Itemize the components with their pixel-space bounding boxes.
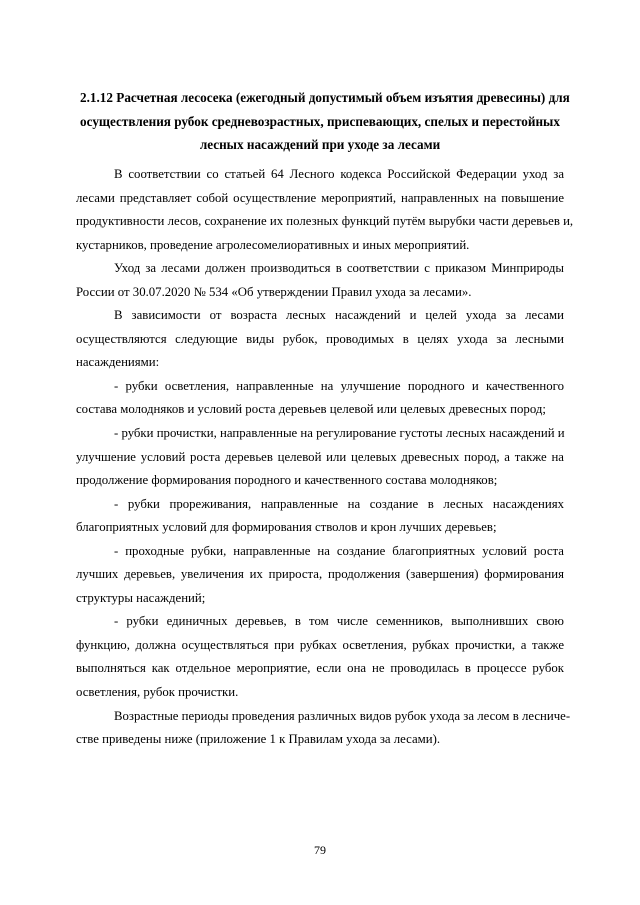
paragraph-order-reference — [76, 257, 564, 304]
text-line: лесами представляет собой осуществление мероприятий, направленных на повышение — [76, 190, 564, 205]
text-line: осуществляются следующие виды рубок, проводимых в целях ухода за лесными — [76, 331, 564, 346]
paragraph-age-periods — [76, 705, 571, 752]
heading-line: лесных насаждений при уходе за лесами — [199, 137, 441, 153]
text-line: - рубки прореживания, направленные на создание в лесных насаждениях — [114, 496, 564, 511]
text-line: состава молодняков и условий роста деревьев целевой или целевых древесных пород; — [76, 402, 546, 417]
paragraph-uhod-definition — [76, 163, 574, 257]
list-item-osvetlenie — [76, 375, 564, 422]
heading-line: осуществления рубок средневозрастных, приспевающих, спелых и перестойных — [80, 113, 560, 129]
text-line: - рубки осветления, направленные на улучшение породного и качественного — [114, 378, 564, 393]
body-text — [76, 163, 574, 752]
list-item-prokhodnye — [76, 540, 564, 611]
text-line: В зависимости от возраста лесных насаждений и целей ухода за лесами — [114, 308, 564, 323]
text-line: насаждениями: — [76, 355, 160, 370]
text-line: Возрастные периоды проведения различных видов рубок ухода за лесом в лесниче- — [114, 708, 571, 723]
text-line: России от 30.07.2020 № 534 «Об утверждении Правил ухода за лесами». — [76, 284, 472, 299]
text-line: - рубки прочистки, направленные на регулирование густоты лесных насаждений и — [114, 426, 565, 441]
text-line: продуктивности лесов, сохранение их полезных функций путём вырубки части деревьев и, — [76, 214, 574, 229]
text-line: структуры насаждений; — [76, 590, 206, 605]
text-line: функцию, должна осуществляться при рубках осветления, рубках прочистки, а также — [76, 637, 564, 652]
paragraph-cutting-types-intro — [76, 304, 564, 375]
list-item-edinichnye — [76, 610, 564, 704]
text-line: выполняться как отдельное мероприятие, если она не проводилась в процессе рубок — [76, 661, 564, 676]
text-line: - проходные рубки, направленные на создание благоприятных условий роста — [114, 543, 564, 558]
text-line: В соответствии со статьей 64 Лесного кодекса Российской Федерации уход за — [114, 167, 564, 181]
text-line: улучшение условий роста деревьев целевой или целевых древесных пород, а также на — [76, 449, 564, 464]
text-line: Уход за лесами должен производиться в соответствии с приказом Минприроды — [114, 261, 564, 276]
list-item-prochistka — [76, 422, 564, 493]
text-line: благоприятных условий для формирования стволов и крон лучших деревьев; — [76, 520, 497, 535]
text-line: - рубки единичных деревьев, в том числе семенников, выполнивших свою — [114, 614, 564, 629]
page-number: 79 — [314, 843, 326, 857]
text-line: лучших деревьев, увеличения их прироста, продолжения (завершения) формирования — [76, 567, 564, 582]
list-item-prorezhivanie — [76, 493, 564, 540]
section-heading — [80, 86, 570, 157]
text-line: стве приведены ниже (приложение 1 к Правилам ухода за лесами). — [76, 732, 441, 747]
text-line: продолжение формирования породного и качественного состава молодняков; — [76, 473, 498, 488]
heading-line: 2.1.12 Расчетная лесосека (ежегодный допустимый объем изъятия древесины) для — [80, 90, 570, 105]
text-line: кустарников, проведение агролесомелиоративных и иных мероприятий. — [76, 237, 470, 252]
text-line: осветления, рубок прочистки. — [76, 685, 239, 700]
